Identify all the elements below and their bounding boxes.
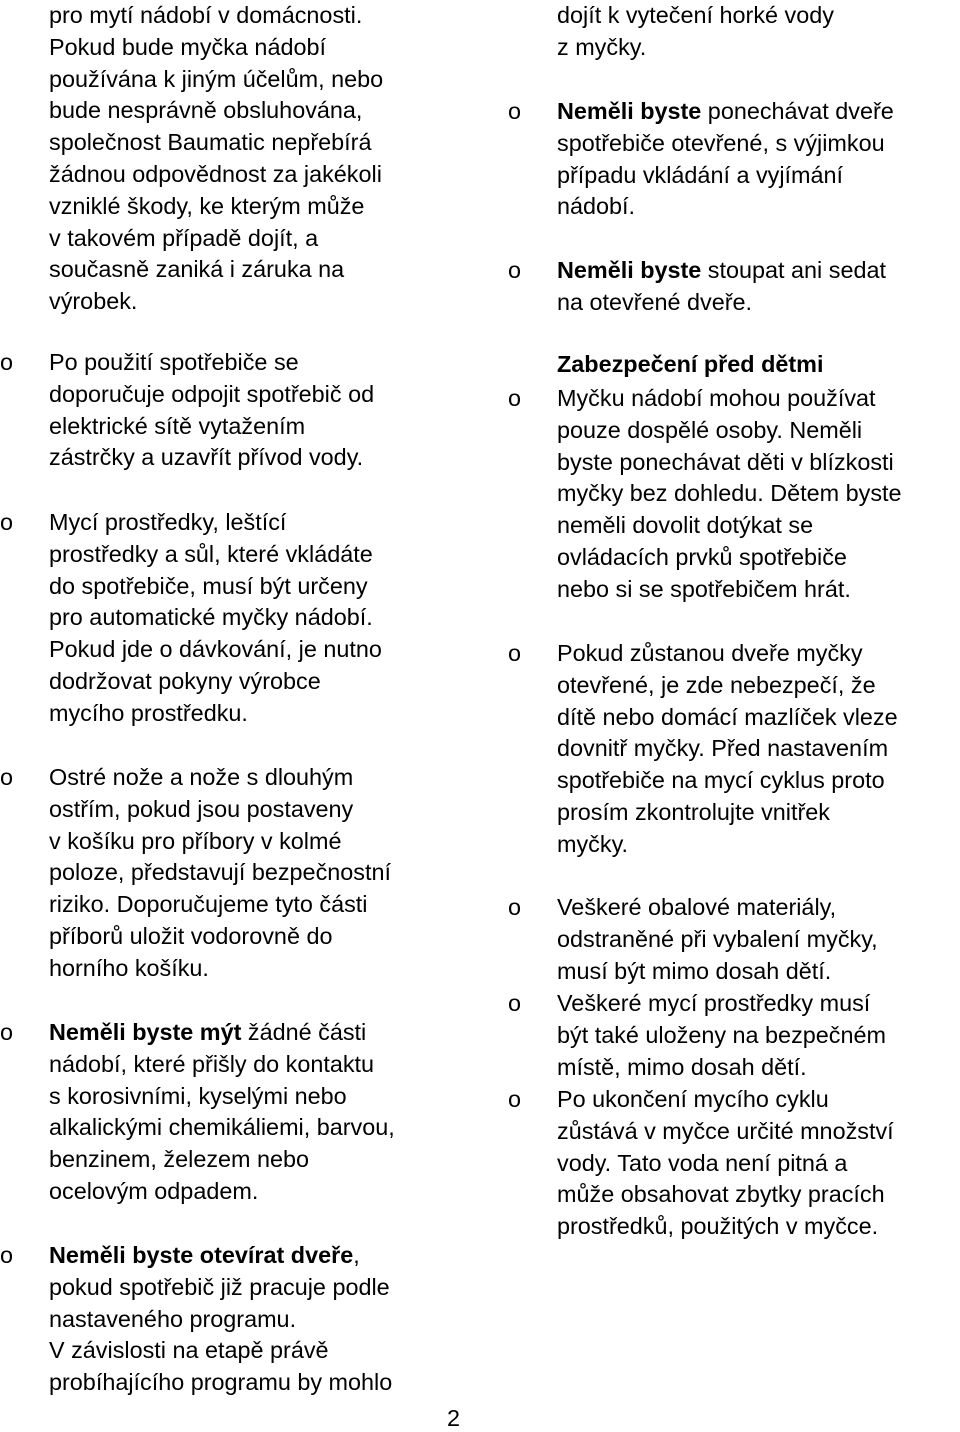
text-line: ovládacích prvků spotřebiče — [557, 543, 847, 570]
text-line: byste ponechávat děti v blízkosti — [557, 448, 894, 475]
text-line: dítě nebo domácí mazlíček vleze — [557, 703, 898, 730]
text-line: žádnou odpovědnost za jakékoli — [49, 160, 382, 187]
text-line: dovnitř myčky. Před nastavením — [557, 735, 889, 762]
text-line: riziko. Doporučujeme tyto části — [49, 891, 368, 918]
text-line: probíhajícího programu by mohlo — [49, 1369, 393, 1396]
text-line: nastaveného programu. — [49, 1305, 297, 1332]
text-line: Po ukončení mycího cyklu — [557, 1086, 829, 1112]
section-title-text: Zabezpečení před dětmi — [557, 351, 824, 377]
text-line: Pokud jde o dávkování, je nutno — [49, 636, 382, 663]
bold-text: Neměli byste mýt — [49, 1019, 242, 1045]
text-line: Pokud bude myčka nádobí — [49, 33, 326, 60]
text-line: nádobí. — [557, 193, 636, 220]
text-span: stoupat ani sedat — [701, 257, 886, 283]
text-line: s korosivními, kyselými nebo — [49, 1082, 347, 1109]
text-line: V závislosti na etapě právě — [49, 1337, 329, 1364]
text-line: benzinem, železem nebo — [49, 1146, 310, 1173]
text-line: v takovém případě dojít, a — [49, 224, 319, 251]
text-line: zástrčky a uzavřít přívod vody. — [49, 444, 364, 471]
text-line: pro automatické myčky nádobí. — [49, 604, 373, 631]
text-line: Po použití spotřebiče se — [49, 349, 299, 375]
bullet-icon: o — [508, 640, 522, 666]
text-line: pokud spotřebič již pracuje podle — [49, 1273, 390, 1300]
bold-text: Neměli byste — [557, 98, 702, 124]
text-line: ocelovým odpadem. — [49, 1177, 259, 1204]
text-line: vzniklé škody, ke kterým může — [49, 192, 365, 219]
bold-text: Neměli byste — [557, 257, 702, 283]
bullet-icon: o — [0, 1019, 14, 1045]
text-span: , — [353, 1242, 360, 1268]
text-line: ostřím, pokud jsou postaveny — [49, 795, 354, 822]
text-span: žádné části — [241, 1019, 367, 1045]
text-line — [49, 1240, 392, 1272]
text-line: dojít k vytečení horké vody — [557, 2, 834, 28]
text-line: místě, mimo dosah dětí. — [557, 1053, 807, 1080]
section-title — [557, 349, 823, 381]
text-line: Veškeré obalové materiály, — [557, 894, 837, 920]
text-line: myčky. — [557, 830, 629, 857]
text-line: otevřené, je zde nebezpečí, že — [557, 671, 876, 698]
text-line: Pokud zůstanou dveře myčky — [557, 640, 863, 666]
text-line: příborů uložit vodorovně do — [49, 922, 333, 949]
text-line: Myčku nádobí mohou používat — [557, 385, 876, 411]
text-line: Ostré nože a nože s dlouhým — [49, 764, 354, 790]
text-line: společnost Baumatic nepřebírá — [49, 129, 372, 156]
bullet-icon: o — [508, 990, 522, 1016]
text-line: do spotřebiče, musí být určeny — [49, 572, 368, 599]
text-line: v košíku pro příbory v kolmé — [49, 827, 342, 854]
text-line: musí být mimo dosah dětí. — [557, 957, 832, 984]
text-line: poloze, představují bezpečnostní — [49, 859, 391, 886]
text-line: doporučuje odpojit spotřebič od — [49, 380, 375, 407]
text-line — [557, 96, 894, 128]
text-line: prosím zkontrolujte vnitřek — [557, 798, 830, 825]
text-line: být také uloženy na bezpečném — [557, 1021, 886, 1048]
text-line: mycího prostředku. — [49, 699, 248, 726]
intro-paragraph — [49, 0, 383, 318]
text-line: Veškeré mycí prostředky musí — [557, 990, 871, 1016]
text-line: může obsahovat zbytky pracích — [557, 1181, 885, 1208]
text-line: současně zaniká i záruka na — [49, 256, 345, 283]
text-line: alkalickými chemikáliemi, barvou, — [49, 1114, 395, 1141]
text-line: neměli dovolit dotýkat se — [557, 512, 814, 539]
text-line: bude nesprávně obsluhována, — [49, 97, 363, 124]
bullet-icon: o — [508, 257, 522, 283]
text-line: pouze dospělé osoby. Neměli — [557, 416, 863, 443]
bullet-icon: o — [0, 509, 14, 535]
bold-text: Neměli byste otevírat dveře — [49, 1242, 354, 1268]
text-line: prostředků, použitých v myčce. — [557, 1213, 879, 1240]
text-span: ponechávat dveře — [701, 98, 894, 124]
bullet-icon: o — [0, 1242, 14, 1268]
text-line: vody. Tato voda není pitná a — [557, 1149, 848, 1176]
text-line: výrobek. — [49, 288, 138, 315]
bullet-icon: o — [508, 385, 522, 411]
text-line: spotřebiče otevřené, s výjimkou — [557, 129, 885, 156]
text-line: horního košíku. — [49, 954, 209, 981]
text-line: myčky bez dohledu. Dětem byste — [557, 480, 902, 507]
text-line: spotřebiče na mycí cyklus proto — [557, 767, 885, 794]
text-line: prostředky a sůl, které vkládáte — [49, 540, 373, 567]
text-line — [49, 1017, 395, 1049]
text-line: na otevřené dveře. — [557, 288, 753, 315]
text-line: nádobí, které přišly do kontaktu — [49, 1050, 375, 1077]
bullet-icon: o — [508, 894, 522, 920]
text-line: Mycí prostředky, leštící — [49, 509, 287, 535]
text-line: případu vkládání a vyjímání — [557, 161, 844, 188]
bullet-icon: o — [508, 1086, 522, 1112]
bullet-icon: o — [508, 98, 522, 124]
text-line: používána k jiným účelům, nebo — [49, 65, 384, 92]
text-line: z myčky. — [557, 33, 647, 60]
page-number: 2 — [447, 1405, 461, 1431]
text-line: elektrické sítě vytažením — [49, 412, 306, 439]
bullet-icon: o — [0, 764, 14, 790]
intro-paragraph — [557, 0, 834, 64]
text-line: nebo si se spotřebičem hrát. — [557, 575, 851, 602]
text-line: zůstává v myčce určité množství — [557, 1117, 894, 1144]
text-line — [557, 255, 886, 287]
text-line: pro mytí nádobí v domácnosti. — [49, 2, 363, 28]
bullet-icon: o — [0, 349, 14, 375]
text-line: odstraněné při vybalení myčky, — [557, 925, 878, 952]
text-line: dodržovat pokyny výrobce — [49, 667, 321, 694]
